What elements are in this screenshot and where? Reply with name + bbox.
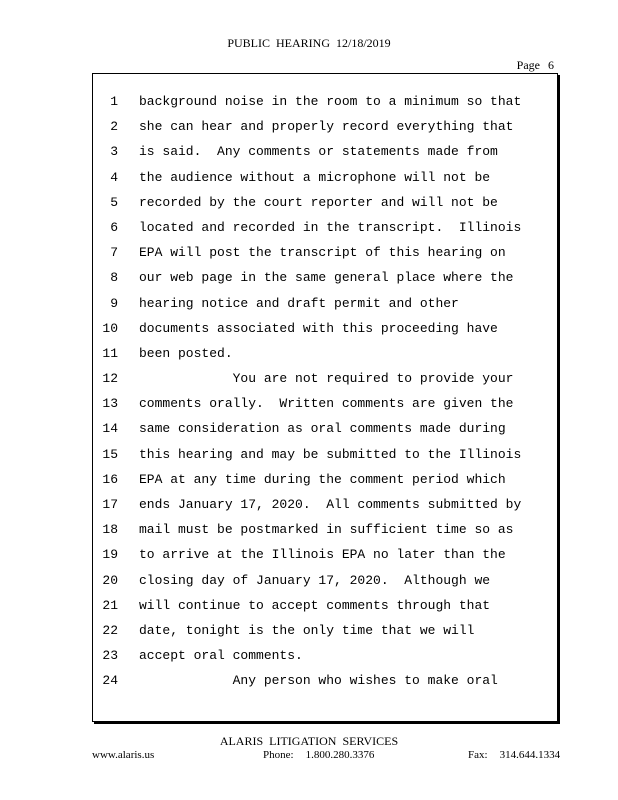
line-number: 4 [110, 169, 118, 185]
line-number: 20 [102, 572, 118, 588]
line-number: 6 [110, 219, 118, 235]
line-number: 15 [102, 446, 118, 462]
line-text: she can hear and properly record everything that [139, 119, 514, 135]
line-text: Any person who wishes to make oral [139, 673, 498, 689]
transcript-line [92, 646, 562, 671]
header-title: PUBLIC HEARING 12/18/2019 [227, 36, 391, 50]
line-text: located and recorded in the transcript. Illinois [139, 219, 522, 235]
line-text: recorded by the court reporter and will not be [139, 194, 498, 210]
transcript-line [92, 193, 562, 218]
transcript-line [92, 218, 562, 243]
footer-phone [263, 749, 374, 761]
line-text: same consideration as oral comments made during [139, 421, 506, 437]
transcript-line [92, 621, 562, 646]
line-text: hearing notice and draft permit and other [139, 295, 459, 311]
line-text: mail must be postmarked in sufficient time so as [139, 522, 514, 538]
transcript-line [92, 92, 562, 117]
transcript-line [92, 470, 562, 495]
line-number: 8 [110, 270, 118, 286]
line-number: 9 [110, 295, 118, 311]
line-text: You are not required to provide your [139, 371, 514, 387]
line-number: 10 [102, 320, 118, 336]
line-text: EPA will post the transcript of this hearing on [139, 245, 506, 261]
line-number: 19 [102, 547, 118, 563]
footer-website: www.alaris.us [92, 749, 155, 761]
line-number: 21 [102, 597, 118, 613]
line-text: closing day of January 17, 2020. Although we [139, 572, 491, 588]
footer-fax [468, 749, 560, 761]
transcript-line [92, 319, 562, 344]
line-text: our web page in the same general place where the [139, 270, 514, 286]
line-number: 23 [102, 648, 118, 664]
line-number: 5 [110, 194, 118, 210]
phone-label: Phone: [263, 749, 294, 761]
line-number: 24 [102, 673, 118, 689]
line-text: the audience without a microphone will not be [139, 169, 491, 185]
line-number: 11 [102, 345, 118, 361]
line-number: 22 [102, 622, 118, 638]
line-number: 14 [102, 421, 118, 437]
line-text: documents associated with this proceeding have [139, 320, 498, 336]
line-text: to arrive at the Illinois EPA no later than the [139, 547, 506, 563]
footer-company: ALARIS LITIGATION SERVICES [219, 734, 399, 748]
page-number-value: 6 [548, 58, 554, 72]
transcript-line [92, 596, 562, 621]
line-number: 17 [102, 497, 118, 512]
page-number [517, 58, 554, 73]
line-text: this hearing and may be submitted to the Illinois [139, 446, 522, 462]
transcript-line [92, 294, 562, 319]
line-text: comments orally. Written comments are given the [139, 396, 514, 412]
line-text: ends January 17, 2020. All comments submitted by [139, 497, 522, 512]
page-label: Page [516, 58, 540, 72]
transcript-line [92, 571, 562, 596]
transcript-line [92, 344, 562, 369]
transcript-line [92, 520, 562, 545]
line-number: 3 [110, 144, 118, 160]
line-number: 2 [110, 119, 118, 135]
transcript-line [92, 268, 562, 293]
transcript-line [92, 394, 562, 419]
line-text: EPA at any time during the comment period which [139, 471, 506, 487]
transcript-line [92, 671, 562, 696]
fax-number: 314.644.1334 [499, 749, 561, 761]
line-text: date, tonight is the only time that we will [139, 622, 475, 638]
transcript-line [92, 243, 562, 268]
line-number: 18 [102, 522, 118, 538]
line-number: 7 [110, 245, 118, 261]
phone-number: 1.800.280.3376 [305, 749, 375, 761]
transcript-line [92, 168, 562, 193]
transcript-line [92, 369, 562, 394]
line-number: 16 [102, 471, 118, 487]
line-text: will continue to accept comments through that [139, 597, 491, 613]
transcript-line [92, 117, 562, 142]
transcript-line [92, 445, 562, 470]
fax-label: Fax: [468, 749, 488, 761]
transcript-line [92, 419, 562, 444]
line-text: accept oral comments. [139, 648, 303, 664]
transcript-lines [92, 92, 562, 697]
line-number: 1 [110, 94, 118, 109]
transcript-line [92, 495, 562, 520]
transcript-line [92, 142, 562, 167]
transcript-line [92, 545, 562, 570]
line-text: been posted. [139, 345, 233, 361]
line-number: 12 [102, 371, 118, 387]
line-text: is said. Any comments or statements made from [139, 144, 498, 160]
line-number: 13 [102, 396, 118, 412]
line-text: background noise in the room to a minimum so that [139, 94, 522, 109]
